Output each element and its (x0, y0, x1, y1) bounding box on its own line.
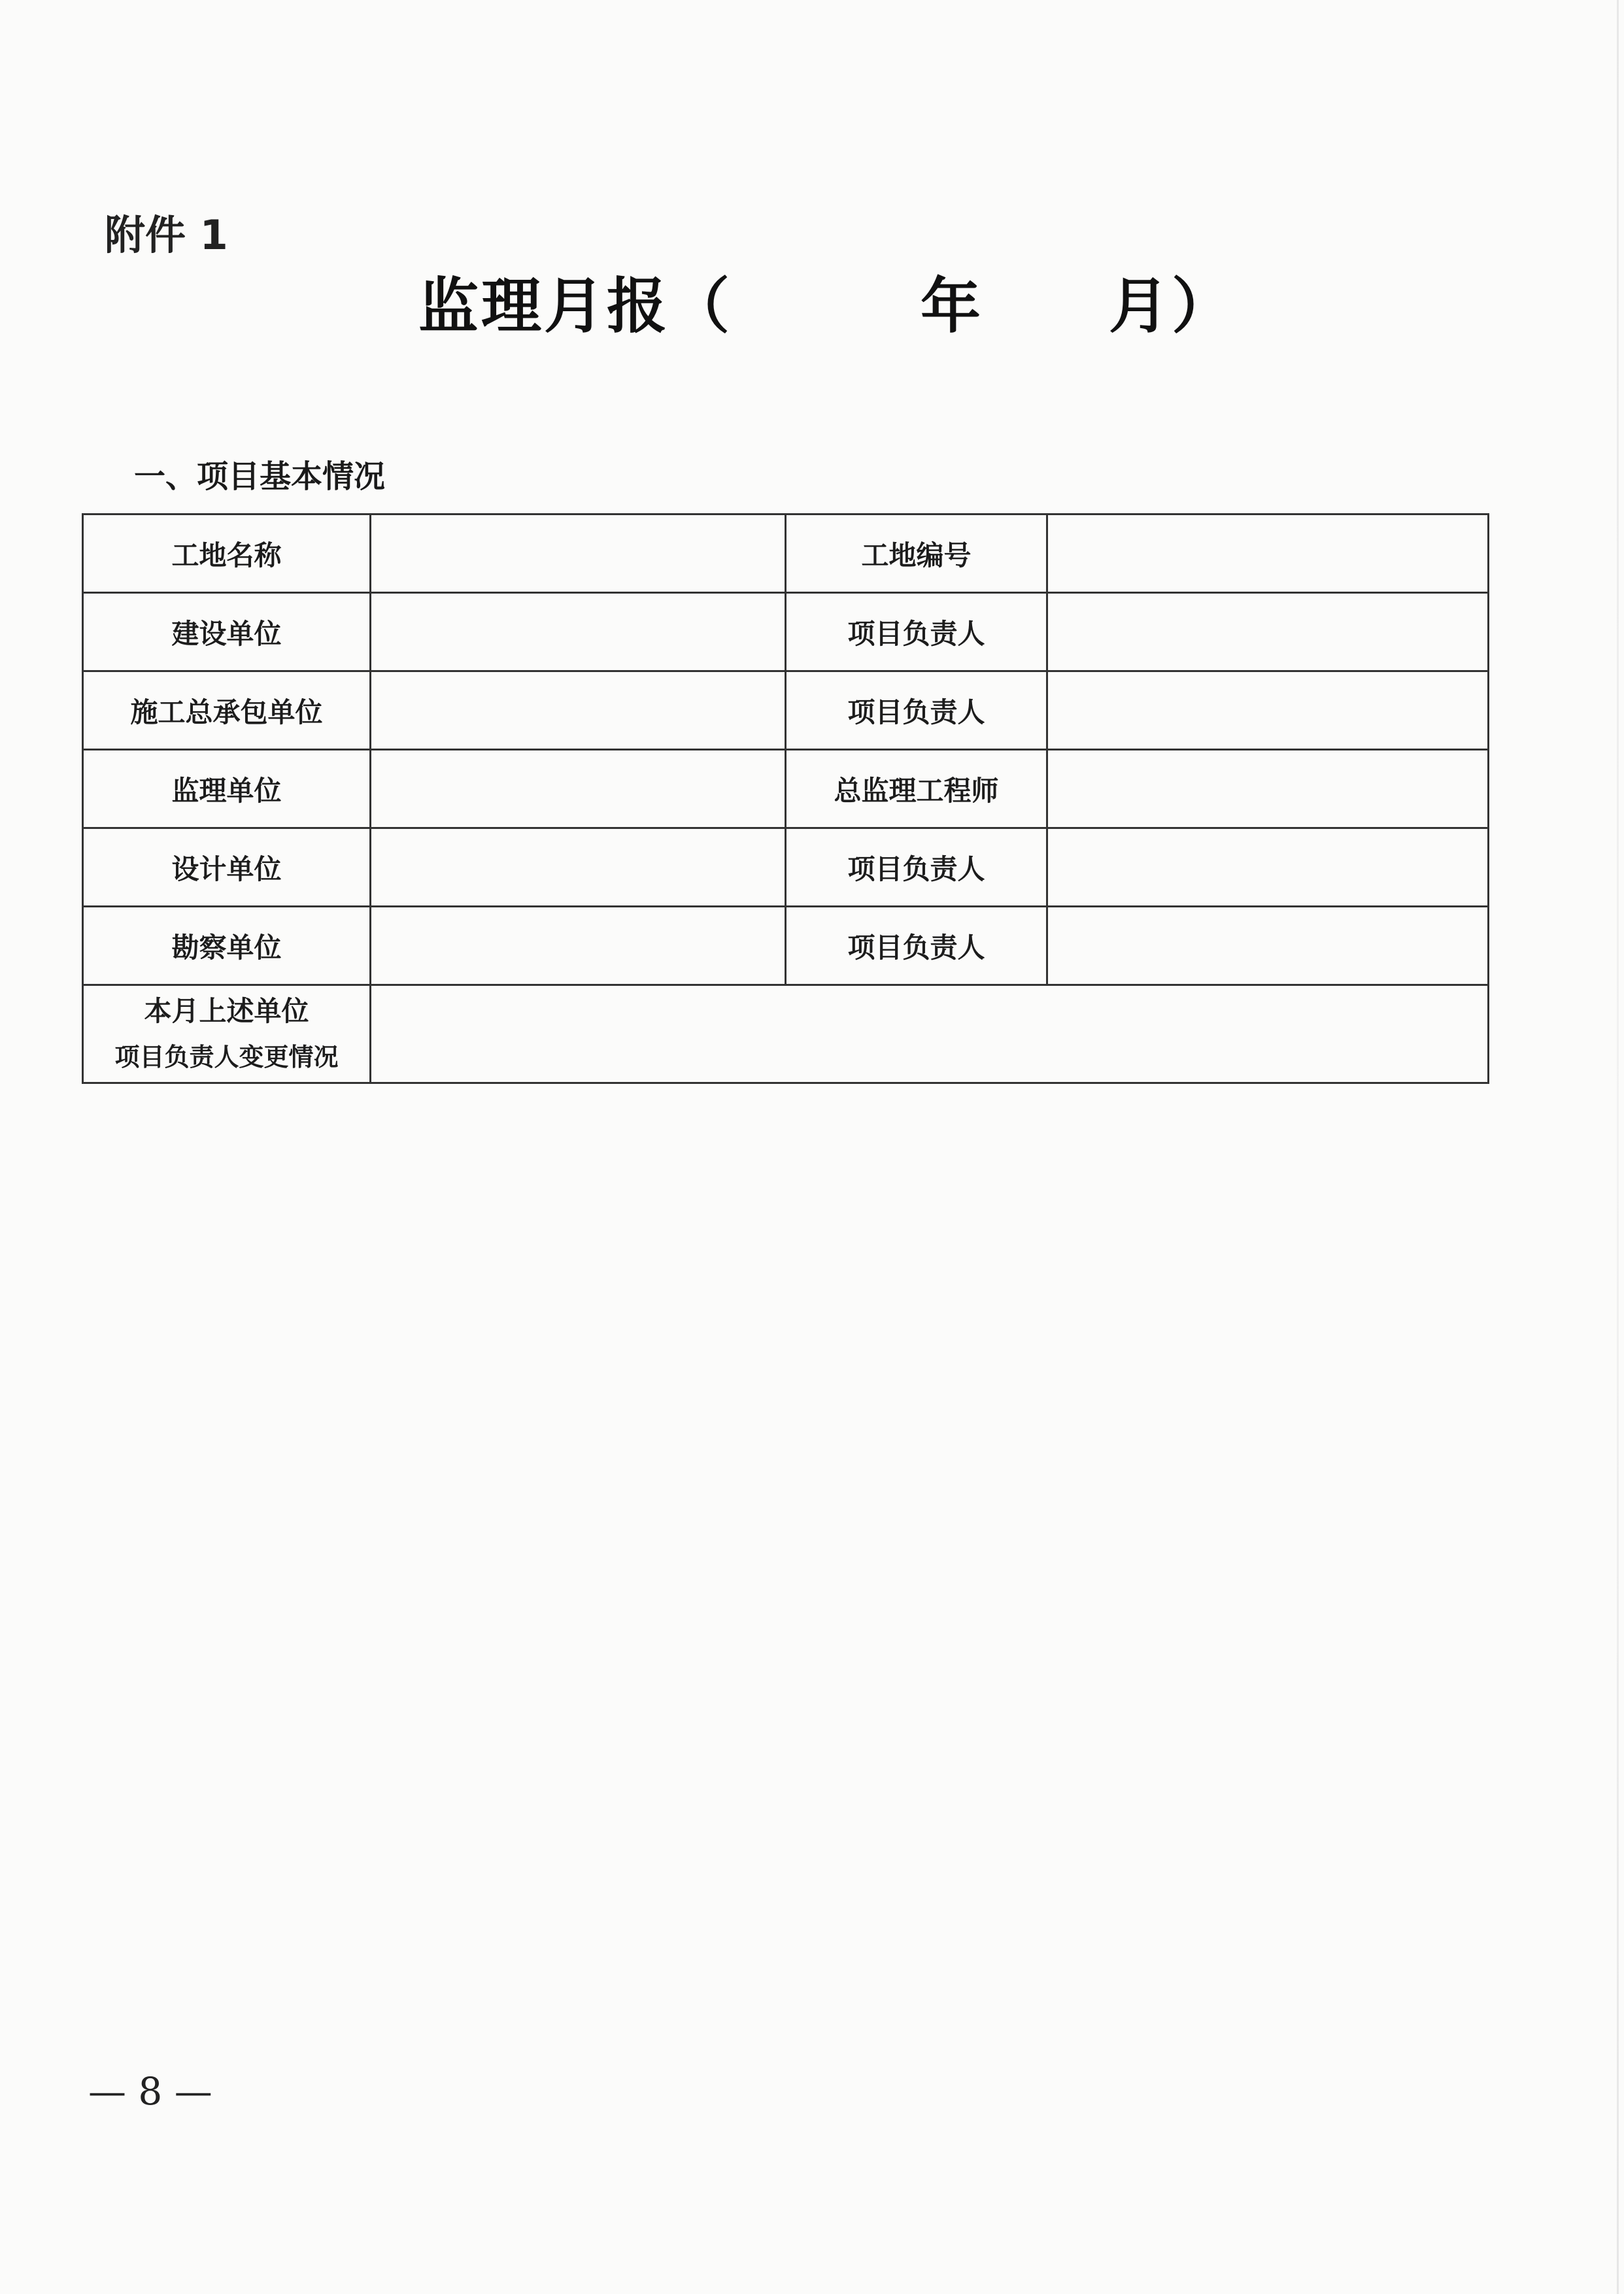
section-heading: 一、项目基本情况 (134, 458, 386, 495)
design-unit-manager-label: 项目负责人 (786, 828, 1047, 907)
manager-change-label-line2: 项目负责人变更情况 (114, 1041, 339, 1071)
table-row (83, 750, 1489, 828)
general-contractor-manager-cell[interactable] (1047, 671, 1489, 750)
table-row (83, 671, 1489, 750)
table-row (83, 514, 1489, 593)
manager-change-cell[interactable] (371, 985, 1489, 1083)
document-title: 监理月报（ 年 月） (418, 271, 1235, 341)
general-contractor-label: 施工总承包单位 (83, 671, 371, 750)
general-contractor-manager-label: 项目负责人 (786, 671, 1047, 750)
project-info-table (82, 513, 1489, 1084)
construction-unit-label: 建设单位 (83, 593, 371, 671)
chief-supervisor-cell[interactable] (1047, 750, 1489, 828)
site-name-label: 工地名称 (83, 514, 371, 593)
table-row (83, 593, 1489, 671)
attachment-label: 附件 1 (105, 211, 228, 259)
construction-unit-cell[interactable] (371, 593, 786, 671)
table-row (83, 828, 1489, 907)
table-row (83, 985, 1489, 1083)
page-number: — 8 — (88, 2069, 212, 2114)
survey-unit-manager-label: 项目负责人 (786, 907, 1047, 985)
construction-unit-manager-cell[interactable] (1047, 593, 1489, 671)
survey-unit-label: 勘察单位 (83, 907, 371, 985)
site-number-label: 工地编号 (786, 514, 1047, 593)
design-unit-manager-cell[interactable] (1047, 828, 1489, 907)
manager-change-label (83, 985, 371, 1083)
chief-supervisor-label: 总监理工程师 (786, 750, 1047, 828)
general-contractor-cell[interactable] (371, 671, 786, 750)
site-number-cell[interactable] (1047, 514, 1489, 593)
supervision-unit-cell[interactable] (371, 750, 786, 828)
design-unit-label: 设计单位 (83, 828, 371, 907)
scan-edge (1617, 0, 1619, 2294)
supervision-unit-label: 监理单位 (83, 750, 371, 828)
manager-change-label-line1: 本月上述单位 (144, 994, 309, 1027)
design-unit-cell[interactable] (371, 828, 786, 907)
site-name-cell[interactable] (371, 514, 786, 593)
table-row (83, 907, 1489, 985)
survey-unit-manager-cell[interactable] (1047, 907, 1489, 985)
construction-unit-manager-label: 项目负责人 (786, 593, 1047, 671)
survey-unit-cell[interactable] (371, 907, 786, 985)
